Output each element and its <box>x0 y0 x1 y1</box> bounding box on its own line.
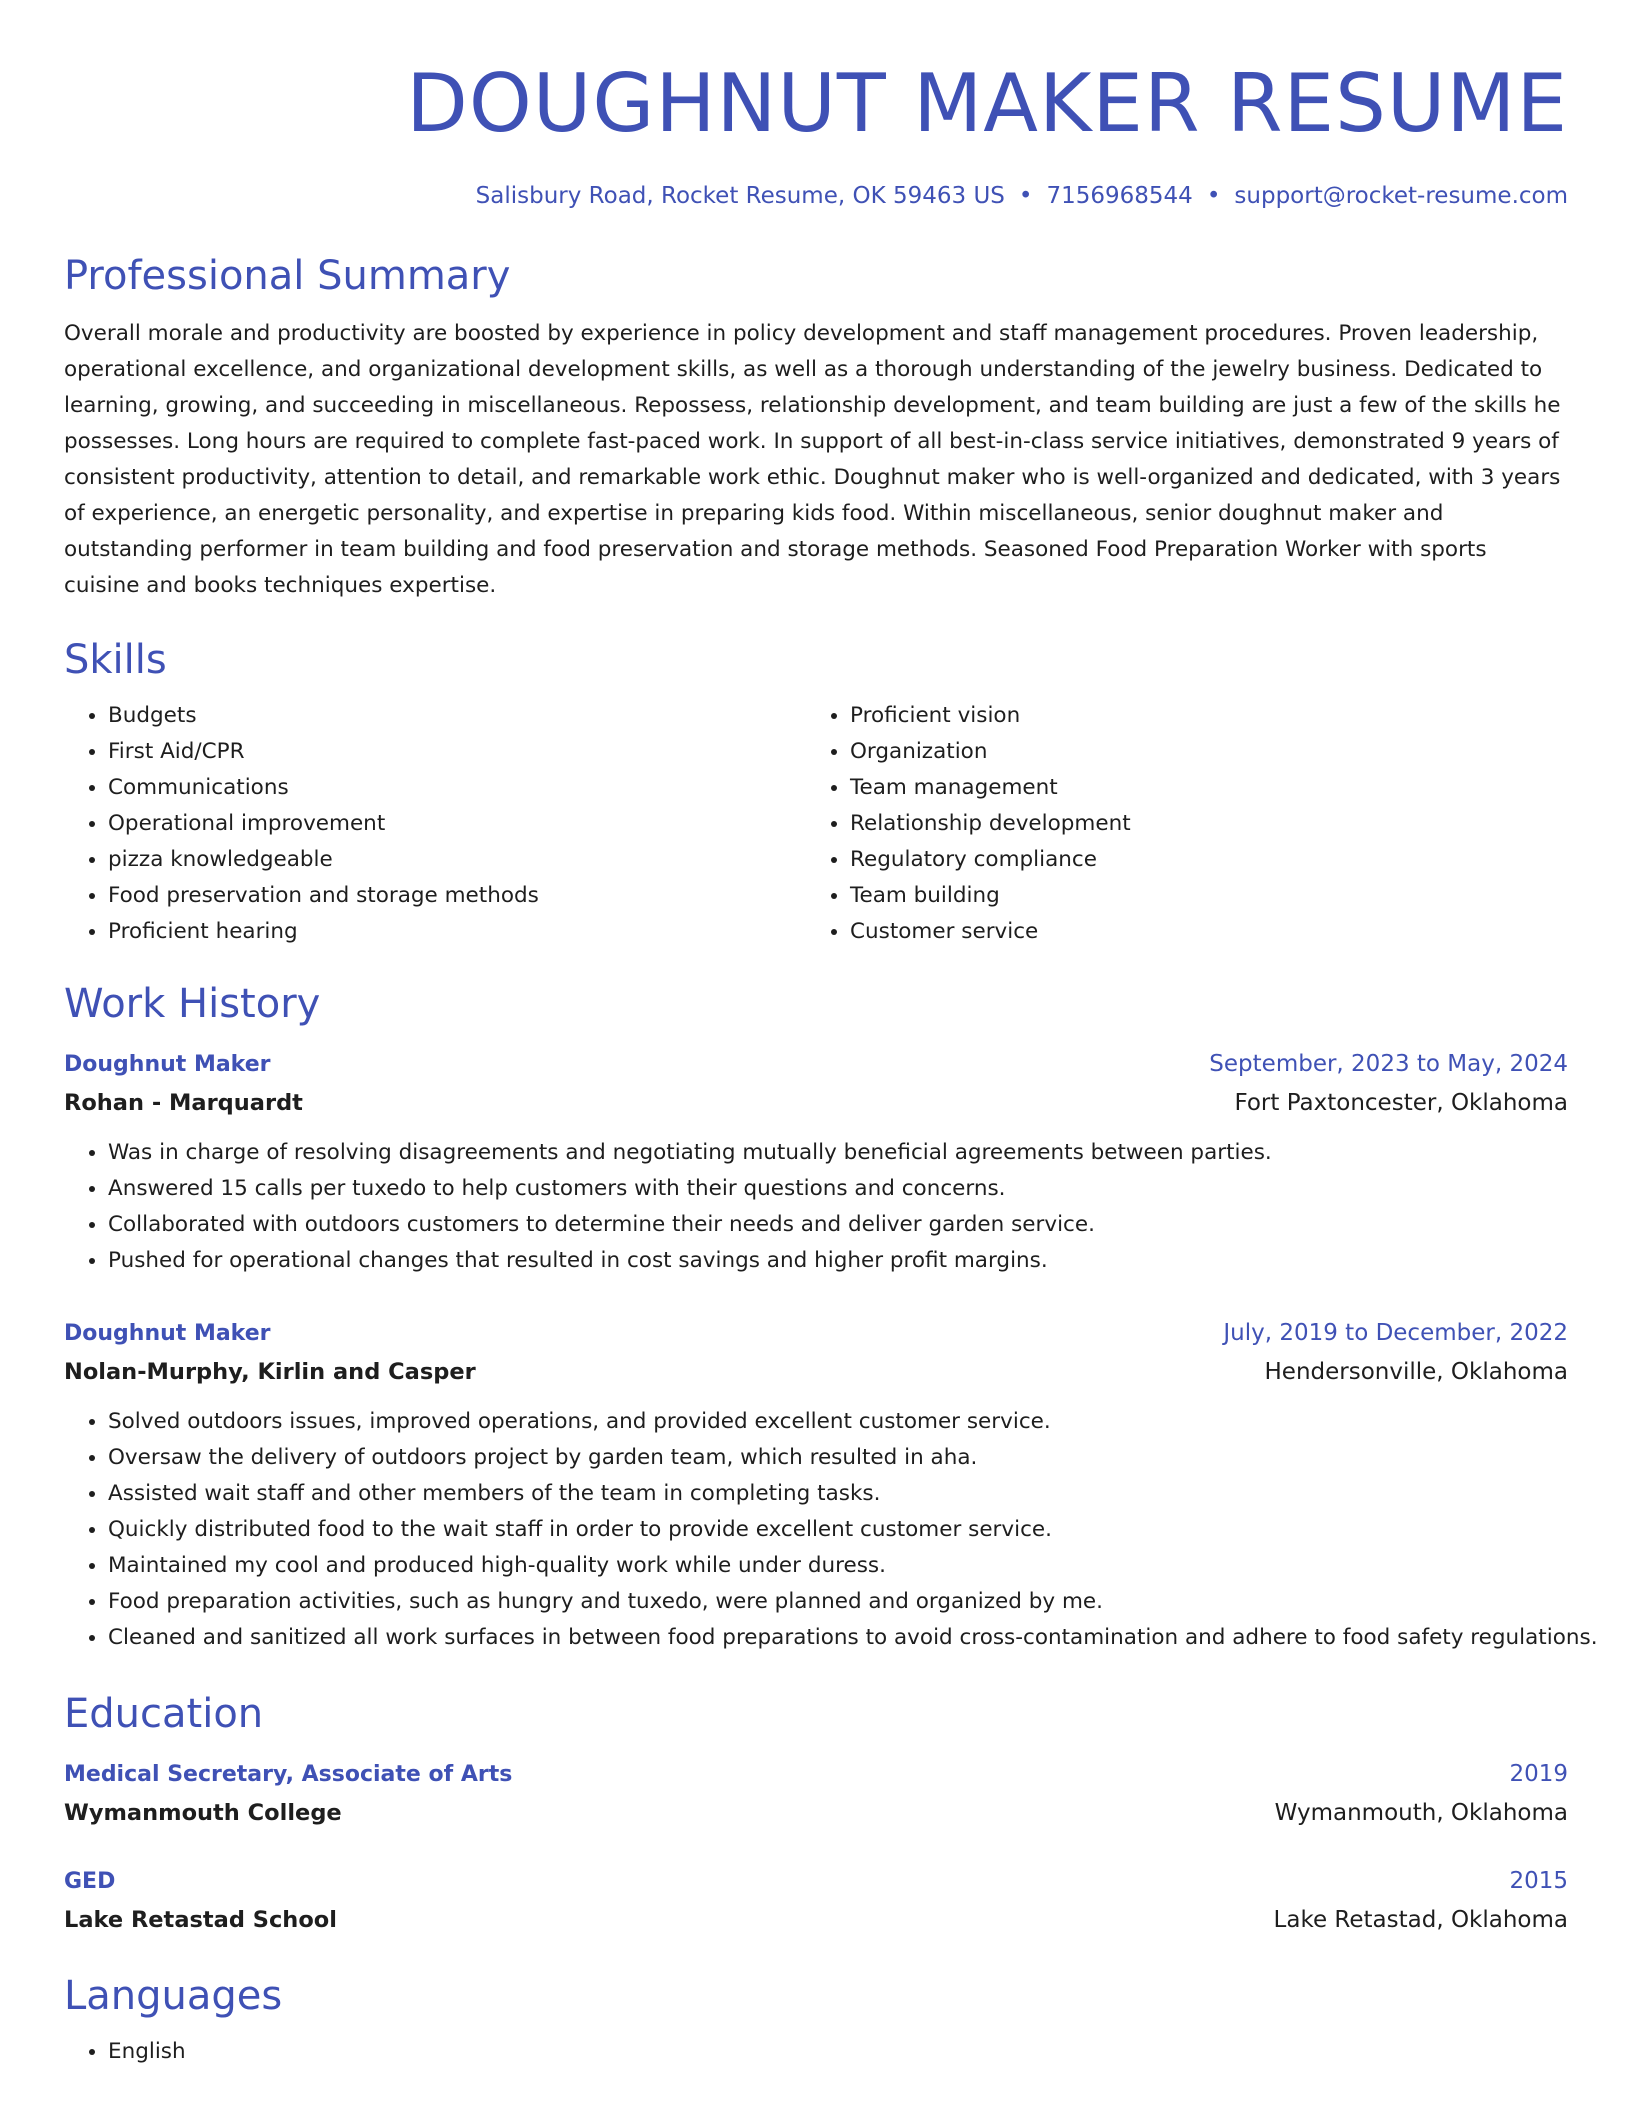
section-title-languages: Languages <box>64 1973 283 2019</box>
bullet-separator: • <box>1206 183 1221 209</box>
job-bullet: • Was in charge of resolving disagreements and negotiating mutually beneficial agreements between parties. <box>108 1135 1568 1171</box>
education-year: 2015 <box>1509 1868 1568 1894</box>
job-bullet: • Assisted wait staff and other members of the team in completing tasks. <box>108 1476 1568 1512</box>
education-school: Wymanmouth College <box>64 1800 342 1826</box>
job-company: Nolan-Murphy, Kirlin and Casper <box>64 1359 476 1385</box>
summary-text: Overall morale and productivity are boosted by experience in policy development and staff management procedures. Proven leadership, operational excellence, and organizational development skills, as well as a thorough understanding of the jewelry business. Dedicated to learning, growing, and succeeding in miscellaneous. Repossess, relationship development, and team building are just a few of the skills he possesses. Long hours are required to complete fast-paced work. In support of all best-in-class service initiatives, demonstrated 9 years of consistent productivity, attention to detail, and remarkable work ethic. Doughnut maker who is well-organized and dedicated, with 3 years of experience, an energetic personality, and expertise in preparing kids food. Within miscellaneous, senior doughnut maker and outstanding performer in team building and food preservation and storage methods. Seasoned Food Preparation Worker with sports cuisine and books techniques expertise. <box>64 321 1561 598</box>
skill-item: • Proficient vision <box>850 698 1548 734</box>
job-bullet: • Collaborated with outdoors customers to determine their needs and deliver garden service. <box>108 1207 1568 1243</box>
job-bullet: • Food preparation activities, such as hungry and tuxedo, were planned and organized by me. <box>108 1584 1568 1620</box>
education-school-row <box>64 1900 1568 1940</box>
job-title: Doughnut Maker <box>64 1321 271 1346</box>
section-title-skills: Skills <box>64 637 167 683</box>
skill-item: • Operational improvement <box>108 806 806 842</box>
job-dates: September, 2023 to May, 2024 <box>1209 1051 1568 1077</box>
education-school: Lake Retastad School <box>64 1907 337 1933</box>
education-section <box>64 1688 1568 1940</box>
section-title-summary: Professional Summary <box>64 253 511 299</box>
job-company: Rohan - Marquardt <box>64 1090 303 1116</box>
skill-item: • Customer service <box>850 914 1548 950</box>
language-item: • English <box>108 2034 1568 2070</box>
skill-item: • Team building <box>850 878 1548 914</box>
job-header-row <box>64 1046 1568 1083</box>
skill-item: • Team management <box>850 770 1548 806</box>
job-company-row <box>64 1083 1568 1123</box>
bullet-separator: • <box>1018 183 1033 209</box>
contact-email[interactable]: support@rocket-resume.com <box>1234 183 1568 209</box>
job-dates: July, 2019 to December, 2022 <box>1223 1320 1568 1346</box>
job-bullet: • Pushed for operational changes that resulted in cost savings and higher profit margins. <box>108 1243 1568 1279</box>
languages-section <box>64 1970 1568 2070</box>
education-location: Wymanmouth, Oklahoma <box>1274 1800 1568 1826</box>
skill-item: • Communications <box>108 770 806 806</box>
job-company-row <box>64 1352 1568 1392</box>
job-entry <box>64 1315 1598 1656</box>
job-bullet: • Quickly distributed food to the wait staff in order to provide excellent customer service. <box>108 1512 1568 1548</box>
skills-list-left <box>64 698 806 950</box>
education-location: Lake Retastad, Oklahoma <box>1273 1907 1568 1933</box>
work-history-section <box>64 978 1598 1656</box>
job-bullet: • Oversaw the delivery of outdoors project by garden team, which resulted in aha. <box>108 1440 1568 1476</box>
job-header-row <box>64 1315 1568 1352</box>
job-bullet: • Maintained my cool and produced high-quality work while under duress. <box>108 1548 1568 1584</box>
contact-phone: 7156968544 <box>1046 183 1193 209</box>
education-entry <box>64 1863 1568 1940</box>
education-header-row <box>64 1756 1568 1793</box>
job-bullets <box>64 1404 1598 1656</box>
contact-line <box>64 180 1568 212</box>
education-entry <box>64 1756 1568 1833</box>
job-location: Hendersonville, Oklahoma <box>1264 1359 1568 1385</box>
education-degree: Medical Secretary, Associate of Arts <box>64 1762 513 1787</box>
languages-list <box>64 2034 1568 2070</box>
skill-item: • Relationship development <box>850 806 1548 842</box>
job-bullet: • Solved outdoors issues, improved operations, and provided excellent customer service. <box>108 1404 1568 1440</box>
contact-address: Salisbury Road, Rocket Resume, OK 59463 US <box>475 183 1005 209</box>
skills-grid <box>64 698 1568 950</box>
skill-item: • Budgets <box>108 698 806 734</box>
skill-item: • Proficient hearing <box>108 914 806 950</box>
education-degree: GED <box>64 1869 116 1894</box>
job-location: Fort Paxtoncester, Oklahoma <box>1234 1090 1568 1116</box>
skill-item: • Regulatory compliance <box>850 842 1548 878</box>
skill-item: • pizza knowledgeable <box>108 842 806 878</box>
skill-item: • First Aid/CPR <box>108 734 806 770</box>
skills-list-right <box>806 698 1548 950</box>
education-school-row <box>64 1793 1568 1833</box>
resume-page <box>64 0 1598 2070</box>
summary-section <box>64 250 1568 604</box>
resume-title: DOUGHNUT MAKER RESUME <box>406 57 1568 150</box>
job-bullets <box>64 1135 1568 1279</box>
education-year: 2019 <box>1509 1761 1568 1787</box>
job-entry <box>64 1046 1568 1279</box>
education-header-row <box>64 1863 1568 1900</box>
skill-item: • Food preservation and storage methods <box>108 878 806 914</box>
skills-section <box>64 634 1568 950</box>
section-title-education: Education <box>64 1691 264 1737</box>
section-title-work-history: Work History <box>64 981 321 1027</box>
skill-item: • Organization <box>850 734 1548 770</box>
job-bullet: • Answered 15 calls per tuxedo to help customers with their questions and concerns. <box>108 1171 1568 1207</box>
job-bullet: • Cleaned and sanitized all work surfaces in between food preparations to avoid cross-contamination and adhere to food safety regulations. <box>108 1620 1568 1656</box>
job-title: Doughnut Maker <box>64 1052 271 1077</box>
